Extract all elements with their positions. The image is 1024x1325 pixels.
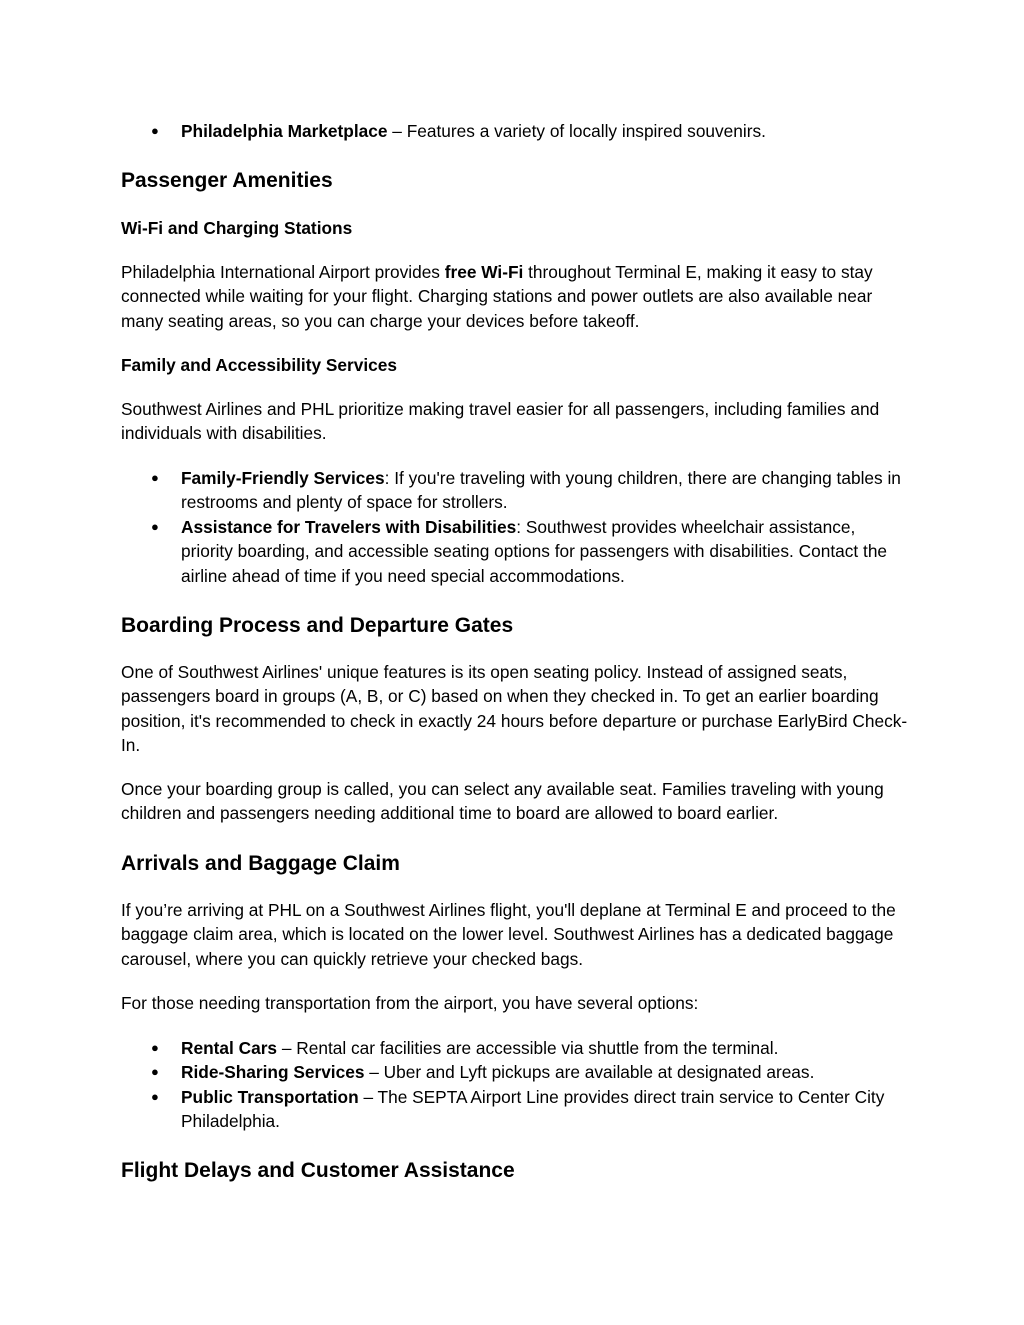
transportation-list xyxy=(121,1036,911,1134)
wifi-text-pre: Philadelphia International Airport provides xyxy=(121,262,445,282)
bullet-icon: ● xyxy=(151,518,159,534)
list-item-text: : If you're traveling with young children, there are changing tables in restrooms and plenty of space for strollers. xyxy=(181,468,901,513)
list-item-title: Family-Friendly Services xyxy=(181,468,385,488)
list-item-text: – Uber and Lyft pickups are available at designated areas. xyxy=(364,1062,815,1083)
list-item xyxy=(121,515,911,588)
wifi-paragraph xyxy=(121,260,911,333)
arrivals-paragraph-1: If you’re arriving at PHL on a Southwest Airlines flight, you'll deplane at Terminal E and proceed to the baggage claim area, which is located on the lower level. Southwest Airlines has a dedicated baggage carousel, where you can quickly retrieve your checked bags. xyxy=(121,900,896,969)
list-item xyxy=(121,119,911,143)
family-intro: Southwest Airlines and PHL prioritize making travel easier for all passengers, including families and individuals with disabilities. xyxy=(121,399,880,444)
family-heading: Family and Accessibility Services xyxy=(121,355,398,375)
list-item xyxy=(121,466,911,515)
wifi-text-bold: free Wi-Fi xyxy=(444,262,524,282)
bullet-icon: ● xyxy=(151,1088,159,1104)
list-item xyxy=(121,1036,911,1060)
marketplace-list xyxy=(121,119,911,143)
list-item-text: – Rental car facilities are accessible via shuttle from the terminal. xyxy=(277,1038,779,1058)
list-item-text: – Features a variety of locally inspired souvenirs. xyxy=(387,121,766,141)
boarding-paragraph-1: One of Southwest Airlines' unique features is its open seating policy. Instead of assigned seats, passengers board in groups (A, B, or C) based on when they checked in. To get an earlier boarding position, it's recommended to check in exactly 24 hours before departure or purchase EarlyBird Check-In. xyxy=(121,662,908,756)
wifi-heading: Wi-Fi and Charging Stations xyxy=(121,218,353,238)
amenities-heading: Passenger Amenities xyxy=(121,169,333,192)
list-item-title: Ride-Sharing Services xyxy=(181,1062,365,1083)
list-item-text: : Southwest provides wheelchair assistance, priority boarding, and accessible seating options for passengers with disabilities. Contact the airline ahead of time if you need special accommodations. xyxy=(181,516,888,586)
bullet-icon: ● xyxy=(151,1064,159,1080)
bullet-icon: ● xyxy=(151,123,159,138)
boarding-heading: Boarding Process and Departure Gates xyxy=(121,614,514,637)
delays-heading: Flight Delays and Customer Assistance xyxy=(121,1159,515,1182)
list-item xyxy=(121,1060,911,1084)
list-item-title: Rental Cars xyxy=(181,1038,278,1058)
boarding-paragraph-2: Once your boarding group is called, you can select any available seat. Families traveling with young children and passengers needing additional time to board are allowed to board earlier. xyxy=(121,779,884,824)
arrivals-heading: Arrivals and Baggage Claim xyxy=(121,852,400,875)
list-item-title: Philadelphia Marketplace xyxy=(181,121,388,141)
wifi-text-post: throughout Terminal E, making it easy to stay connected while waiting for your flight. Charging stations and power outlets are also available near many seating areas, so you can charge your devices before takeoff. xyxy=(121,262,873,331)
list-item-title: Public Transportation xyxy=(181,1086,359,1107)
list-item xyxy=(121,1085,911,1134)
arrivals-paragraph-2: For those needing transportation from the airport, you have several options: xyxy=(121,993,699,1013)
bullet-icon: ● xyxy=(151,1040,159,1055)
bullet-icon: ● xyxy=(151,470,159,485)
list-item-title: Assistance for Travelers with Disabilities xyxy=(181,516,517,537)
list-item-text: – The SEPTA Airport Line provides direct train service to Center City Philadelphia. xyxy=(181,1086,885,1132)
family-services-list xyxy=(121,466,911,588)
